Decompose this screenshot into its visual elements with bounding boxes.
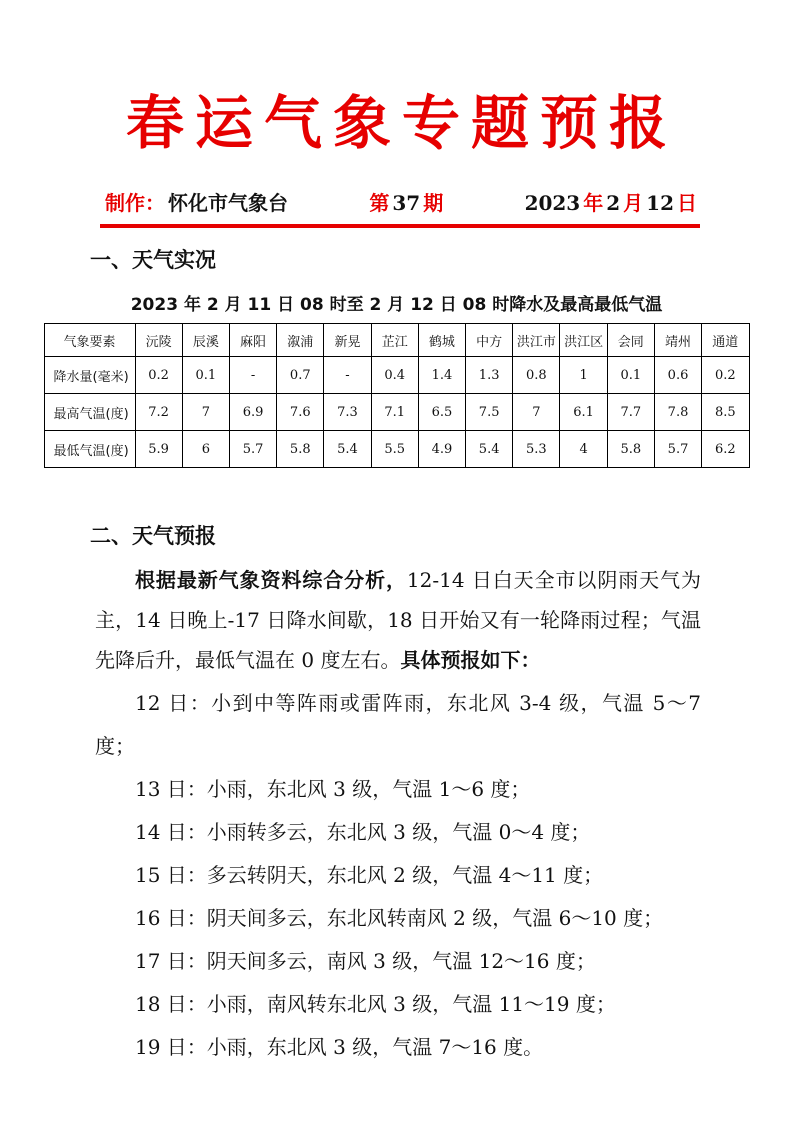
date-day: 12 bbox=[646, 191, 674, 216]
producer-value: 怀化市气象台 bbox=[168, 191, 288, 216]
date-month: 2 bbox=[606, 191, 621, 216]
station-header: 芷江 bbox=[371, 324, 418, 357]
value-cell: 5.5 bbox=[371, 431, 418, 468]
value-cell: 1.3 bbox=[466, 357, 513, 394]
table-row bbox=[44, 357, 749, 394]
value-cell: 0.2 bbox=[135, 357, 182, 394]
forecast-line: 19 日：小雨，东北风 3 级，气温 7～16 度。 bbox=[135, 1035, 544, 1060]
value-cell: 7.1 bbox=[371, 394, 418, 431]
value-cell: 5.9 bbox=[135, 431, 182, 468]
forecast-intro-paragraph bbox=[95, 560, 701, 680]
date-year-unit: 年 bbox=[583, 191, 604, 216]
station-header: 新晃 bbox=[324, 324, 371, 357]
row-label: 最低气温(度) bbox=[44, 431, 135, 468]
value-cell: 0.1 bbox=[607, 357, 654, 394]
producer-label: 制作： bbox=[105, 191, 165, 216]
forecast-line: 17 日：阴天间多云，南风 3 级，气温 12～16 度； bbox=[135, 949, 596, 974]
station-header: 鹤城 bbox=[418, 324, 465, 357]
forecast-line: 15 日：多云转阴天，东北风 2 级，气温 4～11 度； bbox=[135, 863, 604, 888]
table-row bbox=[44, 431, 749, 468]
value-cell: 7 bbox=[513, 394, 560, 431]
issue-number-line bbox=[369, 187, 446, 216]
row-label: 降水量(毫米) bbox=[44, 357, 135, 394]
station-header: 中方 bbox=[466, 324, 513, 357]
forecast-list bbox=[95, 682, 701, 1069]
value-cell: 1.4 bbox=[418, 357, 465, 394]
value-cell: 5.7 bbox=[654, 431, 701, 468]
value-cell: 0.1 bbox=[182, 357, 229, 394]
table-row bbox=[44, 394, 749, 431]
value-cell: 0.2 bbox=[702, 357, 749, 394]
value-cell: 4.9 bbox=[418, 431, 465, 468]
table-header-row bbox=[44, 324, 749, 357]
station-header: 洪江市 bbox=[513, 324, 560, 357]
issue-suffix: 期 bbox=[423, 191, 444, 216]
value-cell: 7.6 bbox=[277, 394, 324, 431]
value-cell: - bbox=[324, 357, 371, 394]
value-cell: 0.7 bbox=[277, 357, 324, 394]
value-cell: 7.7 bbox=[607, 394, 654, 431]
station-header: 通道 bbox=[702, 324, 749, 357]
forecast-line: 18 日：小雨，南风转东北风 3 级，气温 11～19 度； bbox=[135, 992, 616, 1017]
table-corner-header: 气象要素 bbox=[44, 324, 135, 357]
header-divider bbox=[100, 224, 700, 228]
date-year: 2023 bbox=[524, 191, 581, 216]
value-cell: 7 bbox=[182, 394, 229, 431]
value-cell: 6.5 bbox=[418, 394, 465, 431]
value-cell: 5.3 bbox=[513, 431, 560, 468]
value-cell: 5.4 bbox=[466, 431, 513, 468]
value-cell: 5.7 bbox=[229, 431, 276, 468]
value-cell: 7.5 bbox=[466, 394, 513, 431]
value-cell: 0.8 bbox=[513, 357, 560, 394]
station-header: 洪江区 bbox=[560, 324, 607, 357]
value-cell: 6.2 bbox=[702, 431, 749, 468]
station-header: 溆浦 bbox=[277, 324, 324, 357]
station-header: 靖州 bbox=[654, 324, 701, 357]
value-cell: 4 bbox=[560, 431, 607, 468]
value-cell: 0.4 bbox=[371, 357, 418, 394]
weather-observation-table bbox=[44, 323, 750, 468]
date-day-unit: 日 bbox=[677, 191, 697, 216]
station-header: 麻阳 bbox=[229, 324, 276, 357]
value-cell: 7.3 bbox=[324, 394, 371, 431]
value-cell: 1 bbox=[560, 357, 607, 394]
intro-lead: 根据最新气象资料综合分析， bbox=[135, 568, 407, 593]
page-title: 春运气象专题预报 bbox=[125, 89, 678, 157]
table-caption: 2023 年 2 月 11 日 08 时至 2 月 12 日 08 时降水及最高最低气温 bbox=[130, 295, 663, 316]
station-header: 会同 bbox=[607, 324, 654, 357]
value-cell: - bbox=[229, 357, 276, 394]
forecast-line: 14 日：小雨转多云，东北风 3 级，气温 0～4 度； bbox=[135, 820, 591, 845]
forecast-line: 16 日：阴天间多云，东北风转南风 2 级，气温 6～10 度； bbox=[135, 906, 664, 931]
value-cell: 0.6 bbox=[654, 357, 701, 394]
issue-prefix: 第 bbox=[369, 191, 390, 216]
issue-number: 37 bbox=[392, 191, 421, 216]
intro-body: 12-14 日白天全市以阴雨天气为主，14 日晚上-17 日降水间歇，18 日开始又有一轮降雨过程；气温先降后升，最低气温在 0 度左右。 bbox=[95, 568, 702, 673]
value-cell: 6.1 bbox=[560, 394, 607, 431]
date-month-unit: 月 bbox=[623, 191, 644, 216]
intro-tail: 具体预报如下： bbox=[400, 648, 541, 673]
forecast-line: 13 日：小雨，东北风 3 级，气温 1～6 度； bbox=[135, 777, 531, 802]
producer-line bbox=[105, 187, 291, 216]
value-cell: 7.8 bbox=[654, 394, 701, 431]
forecast-line: 12 日：小到中等阵雨或雷阵雨，东北风 3-4 级，气温 5～7 度； bbox=[95, 691, 701, 759]
value-cell: 8.5 bbox=[702, 394, 749, 431]
issue-date bbox=[525, 187, 700, 216]
station-header: 沅陵 bbox=[135, 324, 182, 357]
value-cell: 7.2 bbox=[135, 394, 182, 431]
value-cell: 6 bbox=[182, 431, 229, 468]
row-label: 最高气温(度) bbox=[44, 394, 135, 431]
station-header: 辰溪 bbox=[182, 324, 229, 357]
section2-heading: 二、天气预报 bbox=[90, 524, 216, 549]
value-cell: 5.4 bbox=[324, 431, 371, 468]
header-meta bbox=[105, 187, 700, 216]
value-cell: 5.8 bbox=[607, 431, 654, 468]
value-cell: 6.9 bbox=[229, 394, 276, 431]
value-cell: 5.8 bbox=[277, 431, 324, 468]
section1-heading: 一、天气实况 bbox=[90, 248, 216, 273]
